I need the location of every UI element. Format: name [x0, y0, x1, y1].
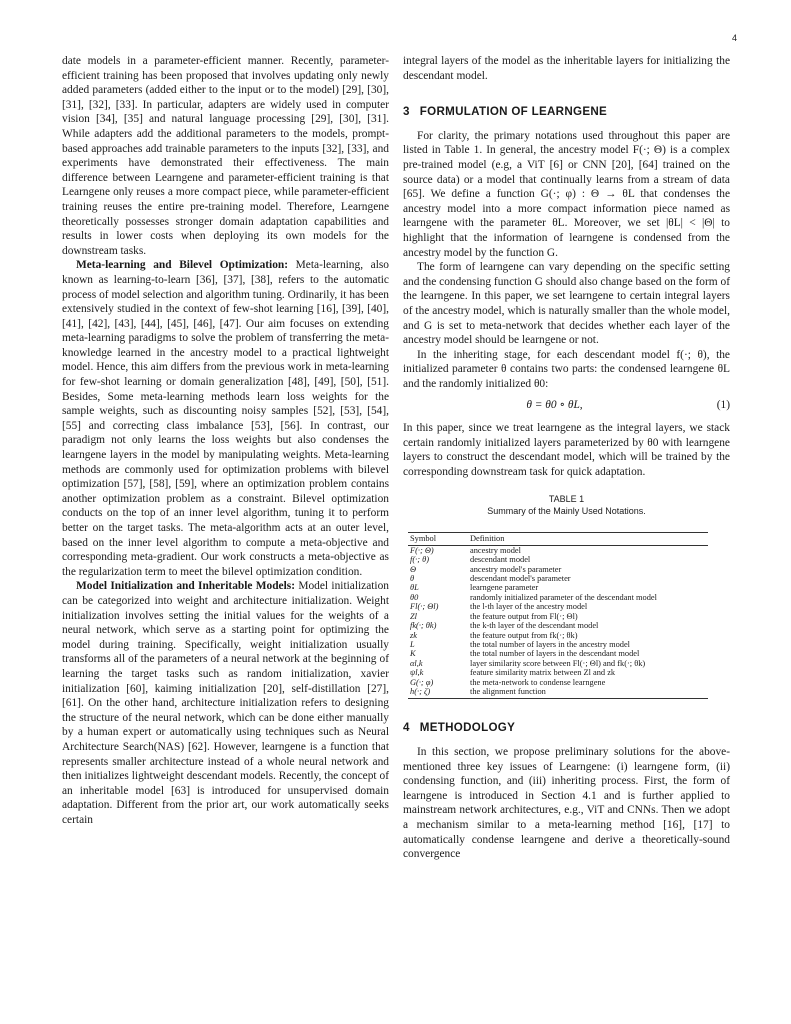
paragraph-meta-learning: [62, 258, 389, 579]
table-row: [408, 640, 708, 649]
table-cell-symbol: Fl(·; Θl): [410, 602, 439, 612]
table-cell-symbol: F(·; Θ): [410, 545, 434, 555]
table-cell-symbol: αl,k: [410, 658, 423, 668]
paragraph-model-initialization: [62, 579, 389, 827]
section-number: 4: [403, 721, 410, 735]
section-heading-3: [403, 105, 730, 120]
paragraph-stacking: In this paper, since we treat learngene as the integral layers, we stack certain randomly initialized layers parameterized by θ0 with learngene layers to construct the descendant model, which will be trained by the corresponding downstream task for quick adaptation.: [403, 422, 730, 478]
table-row: [408, 574, 708, 583]
table-row: [408, 668, 708, 677]
paragraph-inheriting: In the inheriting stage, for each descendant model f(·; θ), the initialized parameter θ contains two parts: the condensed learngene θL and the randomly initialized θ0:: [403, 348, 730, 390]
section-number: 3: [403, 105, 410, 119]
table-cell-symbol: ψl,k: [410, 668, 424, 678]
table-cell-definition: descendant model: [470, 555, 531, 565]
table-cell-definition: the total number of layers in the ancestry model: [470, 639, 631, 649]
page-number: 4: [731, 33, 737, 43]
right-column: [403, 54, 730, 862]
section-title: FORMULATION OF LEARNGENE: [419, 105, 608, 119]
table-cell-symbol: h(·; ζ): [408, 687, 468, 699]
table-cell-definition: the total number of layers in the descendant model: [470, 649, 640, 659]
table-row: [408, 593, 708, 602]
paragraph-heading: Meta-learning and Bilevel Optimization:: [76, 259, 289, 272]
table-row: [408, 678, 708, 687]
table-cell-definition: ancestry model's parameter: [470, 564, 562, 574]
equation-body: θ = θ0 ∘ θL,: [526, 399, 583, 412]
table-row: [408, 555, 708, 564]
table-cell-definition: learngene parameter: [470, 583, 539, 593]
table-label: TABLE 1: [548, 494, 585, 505]
table-cell-definition: ancestry model: [470, 545, 521, 555]
table-row: [408, 649, 708, 658]
table-row: [408, 659, 708, 668]
table-cell-symbol: θ: [410, 574, 415, 584]
table-cell-definition: the k-th layer of the descendant model: [470, 621, 599, 631]
paragraph-heading: Model Initialization and Inheritable Models:: [76, 580, 295, 593]
table-body: [408, 545, 708, 699]
table-cell-symbol: zk: [410, 630, 417, 640]
table-header-definition: Definition: [468, 533, 708, 545]
table-row: [408, 545, 708, 555]
notation-table: [408, 532, 708, 699]
table-cell-definition: layer similarity score between Fl(·; Θl) and fk(·; θk): [470, 658, 646, 668]
paragraph-learngene-form: The form of learngene can vary depending on the specific setting and the condensing function G should also change based on the form of the learngene. In this paper, we set learngene to certain integral layers of the ancestry model, which is naturally smaller than the whole model, and G is set to meta-network that decides whether each layer of the ancestry model should be learngene or not.: [403, 261, 730, 347]
section-heading-4: [403, 721, 730, 736]
table-row: [408, 612, 708, 621]
table-cell-symbol: f(·; θ): [410, 555, 429, 565]
paragraph-body: Model initialization can be categorized into weight and architecture initialization. Weight initialization involves setting the initial values for the weights of a neural network, which serve as a starting point for optimizing the model during training. Specifically, weight initialization usually transforms all of the parameters of a neural network at the beginning of learning the target tasks such as random initialization, xavier initialization [60], kaiming initialization [20], self-distillation [27], [61]. On the other hand, architecture initialization refers to designing the structure of the neural network, which can be done either manually by a human expert or automatically using techniques such as Neural Architecture Search(NAS) [62]. However, learngene is a function that represents smaller architecture instead of a whole neural network and then initializes lightweight descendant models. Recently, the concept of an inheritable model [63] is introduced for unsupervised domain adaptation. Different from the prior art, our work automatically seeks certain: [62, 580, 389, 826]
table-cell-definition: the alignment function: [468, 687, 708, 699]
table-row: [408, 631, 708, 640]
table-caption: [403, 493, 730, 517]
table-row: [408, 687, 708, 699]
table-cell-symbol: θ0: [410, 592, 419, 602]
table-row: [408, 621, 708, 630]
paragraph-continuation: integral layers of the model as the inheritable layers for initializing the descendant model.: [403, 55, 730, 82]
table-row: [408, 583, 708, 592]
table-cell-definition: feature similarity matrix between Zl and zk: [470, 668, 616, 678]
table-cell-symbol: Θ: [410, 564, 417, 574]
table-cell-symbol: G(·; φ): [410, 677, 434, 687]
table-header-symbol: Symbol: [408, 533, 468, 545]
left-column: [62, 54, 389, 827]
equation-1: [403, 398, 730, 413]
table-header-row: [408, 533, 708, 545]
paragraph-notation: For clarity, the primary notations used throughout this paper are listed in Table 1. In general, the ancestry model F(·; Θ) is a complex pre-trained model (e.g, a ViT [6] or CNN [20], [64] trained on the source data) or a model that continually learns from a stream of data [65]. We define a function G(·; φ) : Θ → θL that condenses the ancestry model into a more compact information piece named as learngene with the parameter θL. Moreover, we set |θL| < |Θ| to highlight that the information of learngene is condensed from the ancestry model by the function G.: [403, 129, 730, 259]
table-cell-definition: the feature output from fk(·; θk): [470, 630, 578, 640]
paragraph-methodology: In this section, we propose preliminary solutions for the above-mentioned three key issues of Learngene: (i) learngene form, (ii) condensing function, and (iii) inheriting process. First, the form of learngene is introduced in Section 4.1 and is further applied to mainstream network architectures, e.g., ViT and CNNs. Then we adopt a mechanism similar to a meta-learning method [16], [17] to automatically condense learngene and derive a theoretically-sound convergence: [403, 745, 730, 861]
table-title: Summary of the Mainly Used Notations.: [487, 506, 646, 517]
table-cell-definition: randomly initialized parameter of the descendant model: [470, 592, 657, 602]
table-cell-symbol: L: [410, 639, 415, 649]
table-row: [408, 565, 708, 574]
section-title: METHODOLOGY: [419, 721, 516, 735]
table-row: [408, 602, 708, 611]
table-cell-symbol: K: [410, 649, 416, 659]
paragraph-parameter-efficient: date models in a parameter-efficient manner. Recently, parameter-efficient training has been proposed that involves updating only newly added parameters (added either to the input or to the model) [29], [30], [31], [32], [33]. In particular, adapters are widely used in computer vision [34], [35] and natural language processing [29], [30], [31]. While adapters add the additional parameters to the models, prompt-based approaches add trainable parameters to the inputs [32], [33], and experiments have demonstrated their effectiveness. The main difference between Learngene and parameter-efficient training is that Learngene only reuses a more compact piece, while parameter-efficient training reuses the entire pre-training model. Therefore, Learngene theoretically possesses stronger domain adaptation capabilities and results in lower costs when deploying its own models for the downstream tasks.: [62, 55, 389, 257]
table-cell-definition: descendant model's parameter: [470, 574, 571, 584]
table-cell-symbol: Zl: [410, 611, 417, 621]
table-cell-definition: the feature output from Fl(·; Θl): [470, 611, 578, 621]
table-cell-symbol: fk(·; θk): [410, 621, 437, 631]
table-cell-symbol: θL: [410, 583, 419, 593]
table-cell-definition: the meta-network to condense learngene: [470, 677, 606, 687]
equation-number: (1): [716, 399, 730, 412]
table-cell-definition: the l-th layer of the ancestry model: [470, 602, 588, 612]
paragraph-body: Meta-learning, also known as learning-to-learn [36], [37], [38], refers to the automatic process of model selection and algorithm tuning. Ordinarily, it has been extensively studied in the context of few-shot learning [16], [39], [40], [41], [42], [43], [44], [45], [46], [47]. Our aim focuses on extending meta-learning paradigms to solve the problem of transferring the meta-knowledge learned in the ancestry model to a practical lightweight model. Hence, this aim differs from the previous work in meta-learning for few-shot learning or domain generalization [48], [49], [50], [51]. Besides, Some meta-learning methods learn loss weights for the sample weights, such as discounting noisy samples [52], [53], [54], [55] and correcting class imbalance [53], [56]. In contrast, our paradigm not only learns the loss weights but also condenses the learngene layers in the model by manipulating weights. Meta-learning methods are commonly used for optimization problems with bilevel optimization [57], [58], [59], where an optimization problem contains another optimization problem as a constraint. Bilevel optimization conducts on the top of an inner level algorithm, tuning it to perform better on the target tasks. The meta-algorithm acts at an outer level, based on the inner level algorithm to compute a meta-objective and corresponding meta-gradient. Our work constructs a meta-objective as the regularization term to meet the bilevel optimization condition.: [62, 259, 390, 578]
